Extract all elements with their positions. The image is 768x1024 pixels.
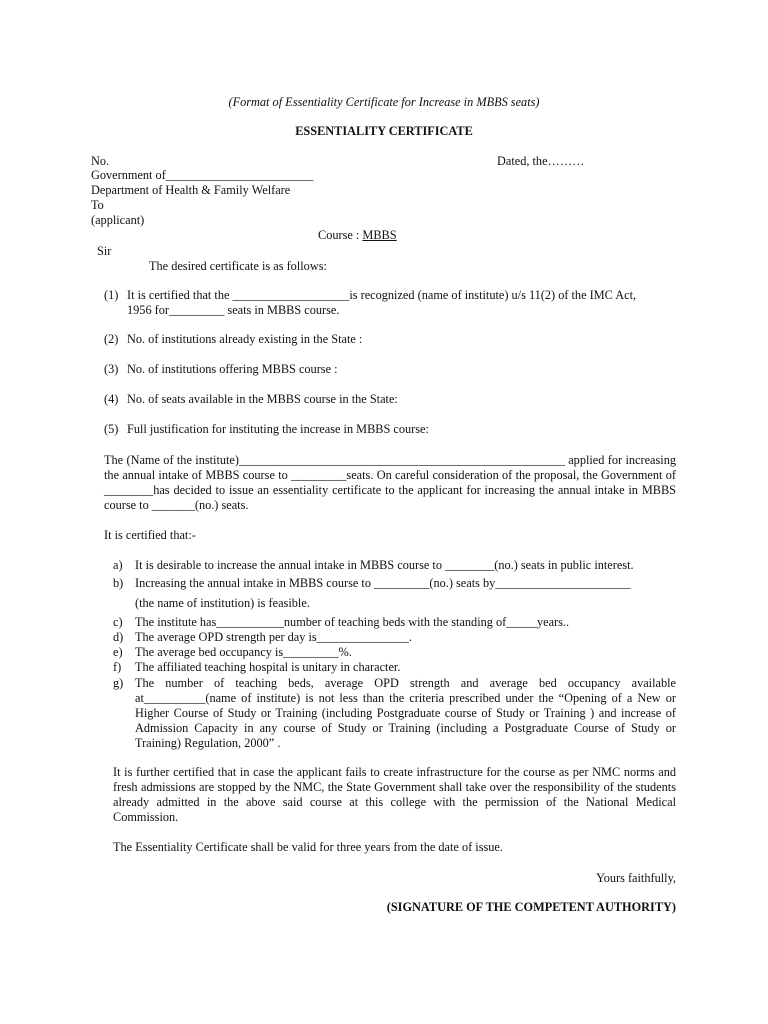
clause-letter: g)	[113, 676, 124, 690]
applicant-line: (applicant)	[91, 213, 145, 227]
clause-item	[113, 645, 676, 660]
clause-letter: e)	[113, 645, 123, 659]
intro-line: The desired certificate is as follows:	[149, 259, 327, 273]
validity-line: The Essentiality Certificate shall be valid for three years from the date of issue.	[113, 840, 503, 854]
salutation: Sir	[97, 244, 112, 258]
document-subtitle: (Format of Essentiality Certificate for Increase in MBBS seats)	[228, 95, 540, 109]
government-field: Government of________________________	[91, 168, 314, 182]
further-certification-paragraph: It is further certified that in case the applicant fails to create infrastructure for the course as per NMC norms and fresh admissions are stopped by the NMC, the State Government shall take over the responsibility of the students already admitted in the above said course at this college with the permission of the National Medical Commission.	[113, 765, 676, 824]
clause-text: Increasing the annual intake in MBBS course to _________(no.) seats by______________________	[135, 576, 631, 590]
clause-item	[113, 676, 676, 751]
item-number: (3)	[104, 362, 119, 376]
clause-text: The average OPD strength per day is_______________.	[135, 630, 412, 644]
item-text: It is certified that the ___________________is recognized (name of institute) u/s 11(2) of the IMC Act,	[127, 288, 637, 302]
clause-item	[113, 558, 676, 573]
to-line: To	[91, 198, 104, 212]
clause-letter: d)	[113, 630, 124, 644]
clause-item	[113, 660, 676, 675]
clause-text-continued: (the name of institution) is feasible.	[135, 596, 310, 610]
clause-text: The number of teaching beds, average OPD strength and average bed occupancy available at__________(name of institute) is not less than the criteria prescribed under the “Opening of a New or Higher Course of Study or Training (including Postgraduate course of Study or Training ) and increase of Admission Capacity in any course of Study or Training (including a Postgraduate Course of Study or Training) Regulation, 2000” .	[135, 676, 676, 750]
closing-line: Yours faithfully,	[596, 871, 676, 885]
item-text: No. of institutions offering MBBS course :	[127, 362, 338, 376]
clause-letter: b)	[113, 576, 124, 590]
clause-text: The affiliated teaching hospital is unitary in character.	[135, 660, 401, 674]
document-title: ESSENTIALITY CERTIFICATE	[295, 124, 473, 138]
department-line: Department of Health & Family Welfare	[91, 183, 291, 197]
item-number: (5)	[104, 422, 119, 436]
clause-letter: c)	[113, 615, 123, 629]
clause-letter: f)	[113, 660, 122, 674]
clause-text: The average bed occupancy is_________%.	[135, 645, 352, 659]
item-text: Full justification for instituting the increase in MBBS course:	[127, 422, 429, 436]
course-value: MBBS	[362, 228, 397, 242]
numbered-item	[104, 422, 664, 437]
item-number: (1)	[104, 288, 119, 302]
clause-text: The institute has___________number of teaching beds with the standing of_____years..	[135, 615, 570, 629]
numbered-item	[104, 288, 664, 318]
clause-letter: a)	[113, 558, 123, 572]
numbered-item	[104, 362, 664, 377]
signature-line: (SIGNATURE OF THE COMPETENT AUTHORITY)	[386, 900, 676, 914]
certified-heading: It is certified that:-	[104, 528, 196, 542]
item-text-continued: 1956 for_________ seats in MBBS course.	[127, 303, 340, 317]
clause-item	[113, 615, 676, 630]
number-label: No.	[91, 154, 110, 168]
item-number: (4)	[104, 392, 119, 406]
clause-text: It is desirable to increase the annual intake in MBBS course to ________(no.) seats in public interest.	[135, 558, 634, 572]
item-text: No. of seats available in the MBBS course in the State:	[127, 392, 398, 406]
course-label: Course :	[318, 228, 363, 242]
clause-item	[113, 630, 676, 645]
numbered-item	[104, 332, 664, 347]
course-line	[318, 228, 397, 243]
dated-field: Dated, the………	[497, 154, 585, 168]
item-number: (2)	[104, 332, 119, 346]
clause-item	[113, 576, 676, 611]
justification-paragraph: The (Name of the institute)_____________________________________________________ applied for increasing the annual intake of MBBS course to _________seats. On careful consideration of the proposal, the Government of ________has decided to issue an essentiality certificate to the applicant for increasing the annual intake in MBBS course to _______(no.) seats.	[104, 453, 676, 512]
numbered-item	[104, 392, 664, 407]
item-text: No. of institutions already existing in the State :	[127, 332, 363, 346]
